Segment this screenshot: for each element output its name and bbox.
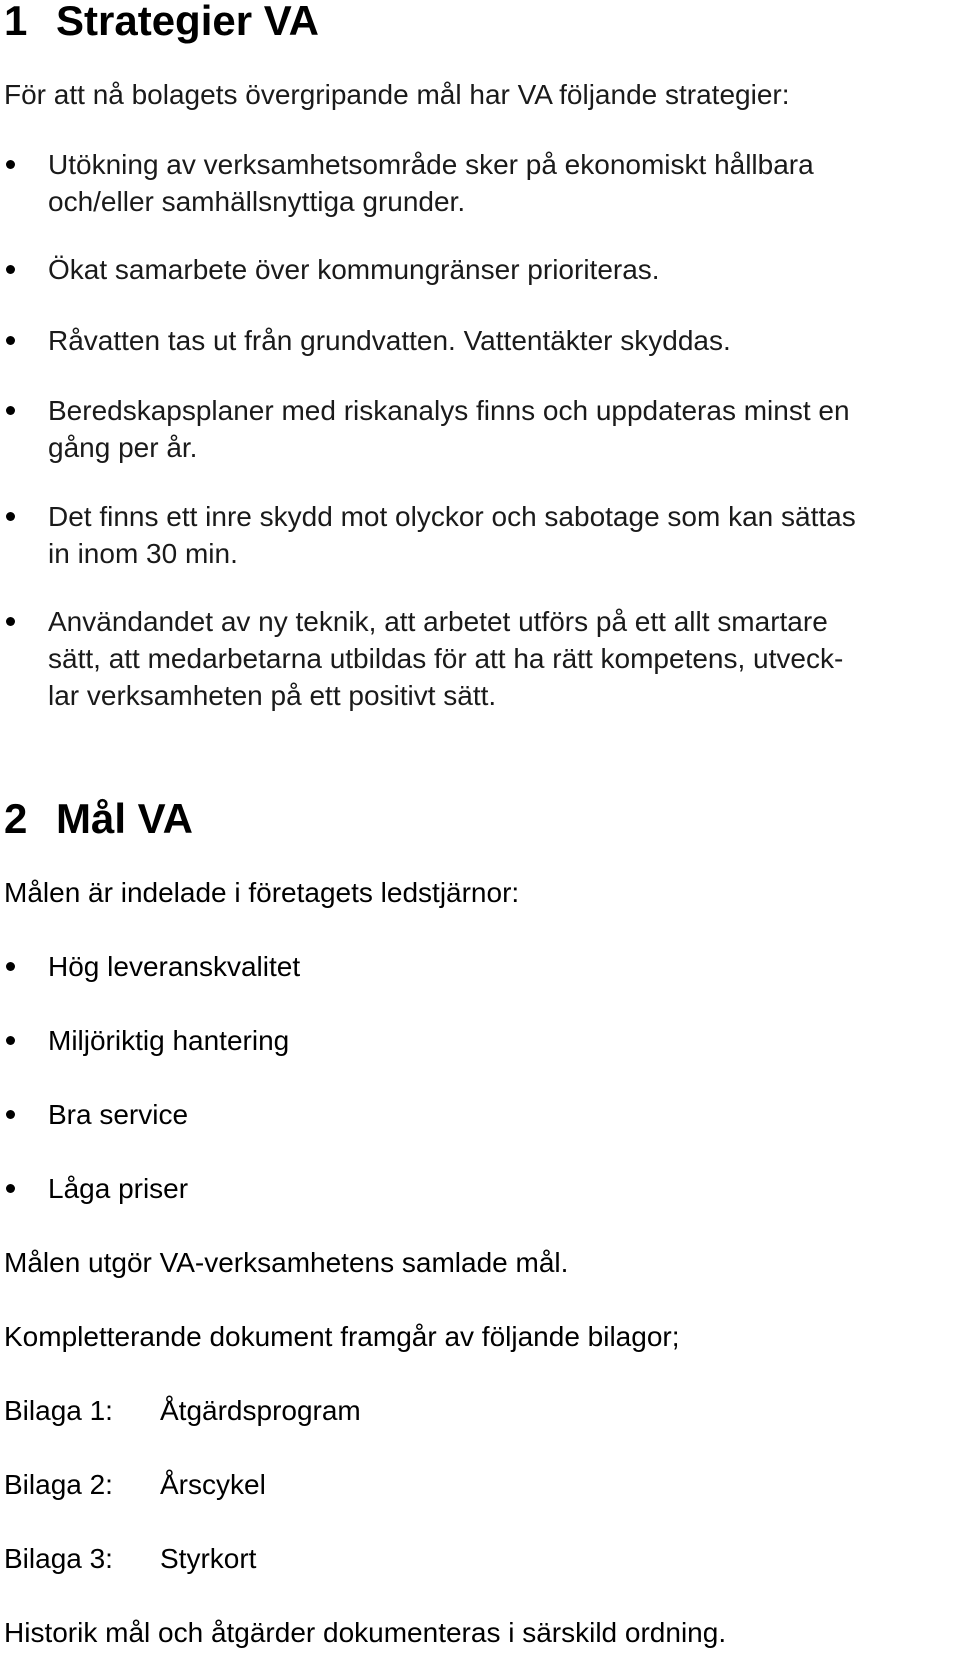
appendix-name: Åtgärdsprogram xyxy=(160,1395,361,1426)
section-2-title: Mål VA xyxy=(56,795,193,842)
strategy-item-3 xyxy=(4,322,944,359)
appendix-row-3 xyxy=(4,1540,256,1577)
section-2-number: 2 xyxy=(4,795,28,842)
strategy-item-6 xyxy=(4,603,944,714)
goals-summary: Målen utgör VA-verksamhetens samlade mål. xyxy=(4,1247,569,1278)
goal-label: Hög leveranskvalitet xyxy=(48,951,301,982)
strategy-line: Ökat samarbete över kommungränser prioriteras. xyxy=(48,254,660,285)
goal-item-4 xyxy=(4,1170,944,1207)
strategy-line: Råvatten tas ut från grundvatten. Vattentäkter skyddas. xyxy=(48,325,731,356)
strategy-item-4 xyxy=(4,392,944,466)
goal-label: Bra service xyxy=(48,1099,189,1130)
strategy-line: lar verksamheten på ett positivt sätt. xyxy=(48,680,497,711)
section-2-heading xyxy=(4,795,193,843)
appendix-row-2 xyxy=(4,1466,266,1503)
bullet-icon xyxy=(6,617,15,626)
bullet-icon xyxy=(6,512,15,521)
appendix-label: Bilaga 1: xyxy=(4,1395,113,1426)
section-1-number: 1 xyxy=(4,0,28,44)
bullet-icon xyxy=(6,265,15,274)
section-1-intro: För att nå bolagets övergripande mål har VA följande strategier: xyxy=(4,79,790,110)
strategy-item-5 xyxy=(4,498,944,572)
section-1-title: Strategier VA xyxy=(56,0,319,44)
goal-item-1 xyxy=(4,948,944,985)
strategy-line: Användandet av ny teknik, att arbetet utförs på ett allt smartare xyxy=(48,606,828,637)
strategy-line: sätt, att medarbetarna utbildas för att ha rätt kompetens, utveck- xyxy=(48,643,844,674)
strategy-line: in inom 30 min. xyxy=(48,538,238,569)
goal-label: Låga priser xyxy=(48,1173,189,1204)
bullet-icon xyxy=(6,336,15,345)
goal-item-2 xyxy=(4,1022,944,1059)
strategy-line: Utökning av verksamhetsområde sker på ekonomiskt hållbara xyxy=(48,149,814,180)
bullet-icon xyxy=(6,962,15,971)
appendix-label: Bilaga 3: xyxy=(4,1543,113,1574)
bullet-icon xyxy=(6,1036,15,1045)
strategy-item-2 xyxy=(4,251,944,288)
section-1-heading xyxy=(4,0,319,45)
history-note: Historik mål och åtgärder dokumenteras i särskild ordning. xyxy=(4,1617,727,1648)
strategy-item-1 xyxy=(4,146,944,220)
strategy-line: och/eller samhällsnyttiga grunder. xyxy=(48,186,466,217)
bullet-icon xyxy=(6,1110,15,1119)
section-2-intro: Målen är indelade i företagets ledstjärnor: xyxy=(4,877,520,908)
bullet-icon xyxy=(6,1184,15,1193)
appendix-name: Årscykel xyxy=(160,1469,266,1500)
appendix-label: Bilaga 2: xyxy=(4,1469,113,1500)
goal-label: Miljöriktig hantering xyxy=(48,1025,290,1056)
goal-item-3 xyxy=(4,1096,944,1133)
bullet-icon xyxy=(6,160,15,169)
appendix-name: Styrkort xyxy=(160,1543,257,1574)
strategy-line: Det finns ett inre skydd mot olyckor och sabotage som kan sättas xyxy=(48,501,856,532)
strategy-line: gång per år. xyxy=(48,432,198,463)
appendix-row-1 xyxy=(4,1392,361,1429)
strategy-line: Beredskapsplaner med riskanalys finns och uppdateras minst en xyxy=(48,395,850,426)
appendix-intro: Kompletterande dokument framgår av följande bilagor; xyxy=(4,1321,680,1352)
bullet-icon xyxy=(6,406,15,415)
